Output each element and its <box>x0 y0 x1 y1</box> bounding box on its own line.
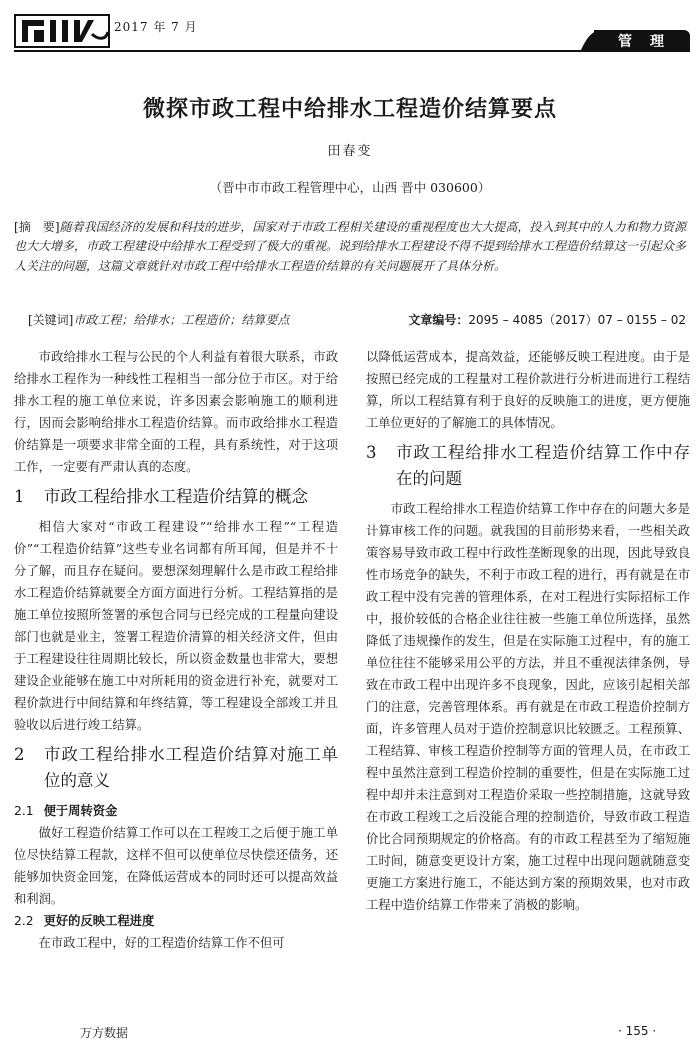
abstract-text: 随着我国经济的发展和科技的进步，国家对于市政工程相关建设的重视程度也大大提高，投入到其中的人力和物力资源也大大增多，市政工程建设中给排水工程受到了极大的重视。说到给排水工程建设不得不提到给排水工程造价结算这一引起众多人关注的问题，这篇文章就针对市政工程中给排水工程造价结算的有关问题展开了具体分析。 <box>14 220 687 273</box>
section-1-title: 市政工程给排水工程造价结算的概念 <box>44 487 308 506</box>
section-2-1-number: 2.1 <box>14 804 34 818</box>
section-2-heading <box>14 742 338 794</box>
section-2-1-heading <box>14 800 338 822</box>
section-3-title: 市政工程给排水工程造价结算工作中存在的问题 <box>396 443 690 488</box>
section-2-1-title: 便于周转资金 <box>43 804 118 818</box>
section-3-paragraph: 市政工程给排水工程造价结算工作中存在的问题大多是计算审核工作的问题。就我国的目前形势来看，一些相关政策容易导致市政工程中行政性垄断现象的出现，因此导致良性市场竞争的缺失，不利于市政工程的进行，再有就是在市政工程中没有完善的管理体系，在对工程进行实际招标工作中，报价较低的合格企业往往被一些施工单位所选择，虽然降低了违规操作的发生，但是在实际施工过程中，有的施工单位往往不能够采用公平的方法，并且不重视法律条例，导致在市政工程中出现许多不良现象，因此，应该引起相关部门的注意，完善管理体系。再有就是在市政工程造价控制方面，许多管理人员对于造价控制意识比较匮乏。工程预算、工程结算、审核工程造价控制等方面的管理人员，在市政工程中虽然注意到工程造价控制的重要性，但是在实际施工过程中却并未注意到对工程造价采取一些控制措施，这就导致在市政工程竣工之后没能合理的控制造价，导致市政工程造价比合同预期规定的价格高。有的市政工程甚至为了缩短施工时间，随意变更设计方案，施工过程中出现问题就随意变更施工方案进行施工，不能达到方案的预期效果，也对市政工程中造价结算工作带来了消极的影响。 <box>366 502 690 912</box>
left-column <box>14 346 338 954</box>
section-1-heading <box>14 484 338 510</box>
section-label: 管 理 <box>618 34 666 50</box>
section-2-1-paragraph: 做好工程造价结算工作可以在工程竣工之后便于施工单位尽快结算工程款，这样不但可以使单位尽快偿还债务，还能够加快资金回笼，在降低运营成本的同时还可以提高效益和利润。 <box>14 826 338 906</box>
header-rule <box>14 50 594 52</box>
article-title: 微探市政工程中给排水工程造价结算要点 <box>142 96 557 122</box>
section-2-2-heading <box>14 910 338 932</box>
keywords-label: [关键词] <box>28 313 74 327</box>
section-2-2-title: 更好的反映工程进度 <box>43 914 155 928</box>
abstract <box>14 218 686 276</box>
section-3-heading <box>366 440 690 492</box>
author-affiliation: （晋中市市政工程管理中心，山西 晋中 030600） <box>209 180 491 195</box>
keywords <box>28 311 289 328</box>
abstract-label: [摘 要] <box>14 220 60 234</box>
section-2-2-number: 2.2 <box>14 914 34 928</box>
section-2-title: 市政工程给排水工程造价结算对施工单位的意义 <box>44 745 338 790</box>
issue-date: 2017 年 7 月 <box>114 20 198 34</box>
section-tab <box>594 30 690 52</box>
page-number: · 155 · <box>618 1024 657 1038</box>
section-1-number: 1 <box>14 487 25 506</box>
section-1-paragraph: 相信大家对“市政工程建设”“给排水工程”“工程造价”“工程造价结算”这些专业名词都有所耳闻，但是并不十分了解，而且存在疑问。要想深刻理解什么是市政工程给排水工程造价结算就要全方面方面进行分析。工程结算指的是施工单位按照所签署的承包合同与已经完成的工程量向建设部门也就是业主，签署工程造价清算的相关经济文件，但由于工程建设往往周期比较长，所以资金数量也非常大，要想建设企业能够在施工中对所耗用的资金进行补充，就要对工程价款进行中间结算和年终结算，等工程建设全部竣工并且验收以后进行竣工结算。 <box>14 520 338 732</box>
article-number-label: 文章编号： <box>408 313 469 327</box>
section-3-number: 3 <box>366 443 377 462</box>
tab-swoosh-icon <box>580 30 598 52</box>
intro-paragraph: 市政给排水工程与公民的个人利益有着很大联系，市政给排水工程作为一种线性工程相当一部分位于市区。对于给排水工程的施工单位来说，许多因素会影响施工的顺利进行，因而会影响给排水工程造价结算。而市政给排水工程造价结算是一项要求非常全面的工程，具有系统性，对于这项工作，一定要有严肃认真的态度。 <box>14 350 338 474</box>
journal-logo <box>14 14 110 48</box>
section-2-2-paragraph: 在市政工程中，好的工程造价结算工作不但可 <box>38 936 285 950</box>
article-author: 田春变 <box>327 144 373 159</box>
keywords-text: 市政工程；给排水；工程造价；结算要点 <box>73 313 290 327</box>
article-number <box>408 311 686 328</box>
source-watermark: 万方数据 <box>80 1026 129 1040</box>
continued-paragraph: 以降低运营成本，提高效益，还能够反映工程进度。由于是按照已经完成的工程量对工程价款进行分析进而进行工程结算，所以工程结算有利于良好的反映施工的进度，更方便施工单位更好的了解施工的具体情况。 <box>366 350 690 430</box>
article-number-value: 2095 – 4085（2017）07 – 0155 – 02 <box>468 313 686 327</box>
section-2-number: 2 <box>14 745 25 764</box>
right-column <box>366 346 690 916</box>
